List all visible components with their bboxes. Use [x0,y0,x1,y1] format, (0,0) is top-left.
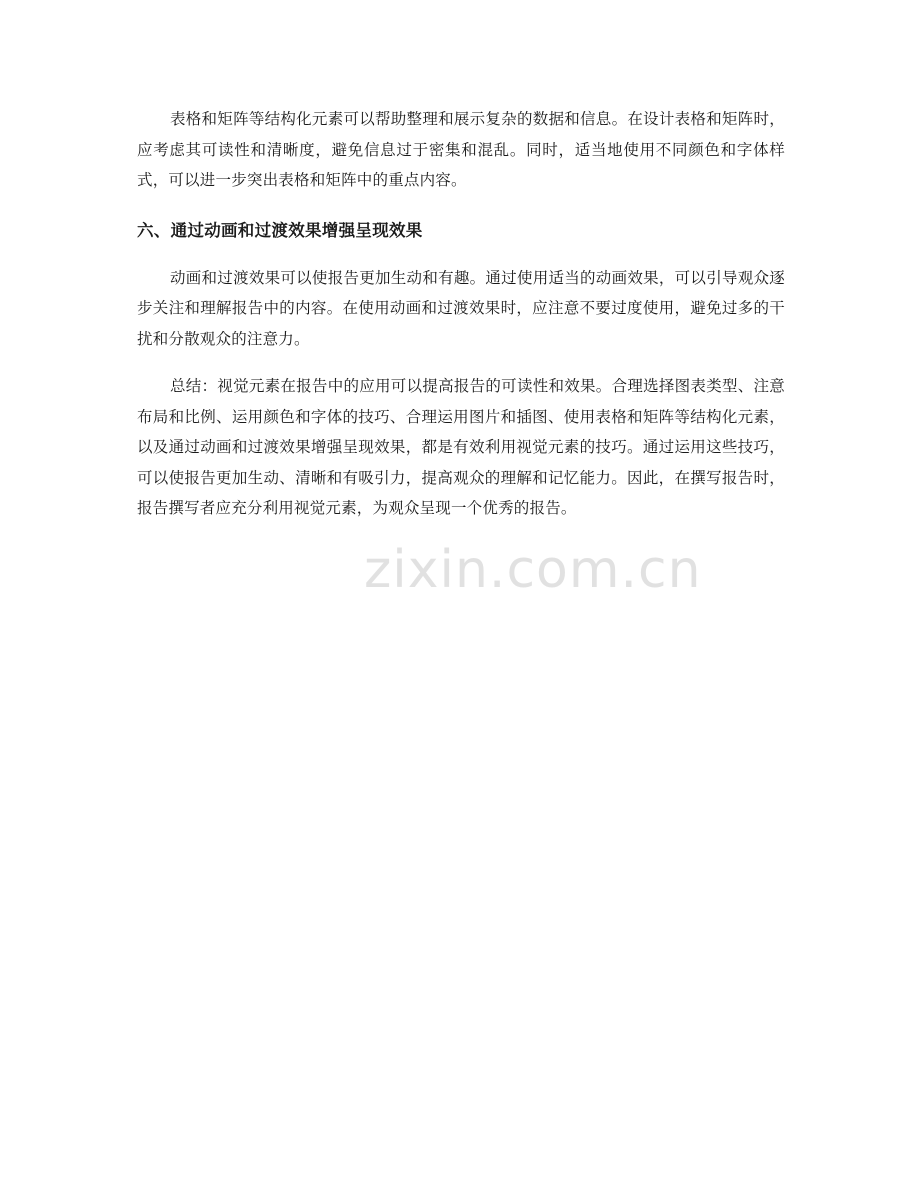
section-heading-animation: 六、通过动画和过渡效果增强呈现效果 [137,220,423,240]
watermark: zixin.com.cn [364,540,702,600]
body-paragraph-summary: 总结：视觉元素在报告中的应用可以提高报告的可读性和效果。合理选择图表类型、注意布局和比例、运用颜色和字体的技巧、合理运用图片和插图、使用表格和矩阵等结构化元素，以及通过动画和过渡效果增强呈现效果，都是有效利用视觉元素的技巧。通过运用这些技巧，可以使报告更加生动、清晰和有吸引力，提高观众的理解和记忆能力。因此，在撰写报告时，报告撰写者应充分利用视觉元素，为观众呈现一个优秀的报告。 [137,377,785,517]
body-paragraph-tables: 表格和矩阵等结构化元素可以帮助整理和展示复杂的数据和信息。在设计表格和矩阵时，应考虑其可读性和清晰度，避免信息过于密集和混乱。同时，适当地使用不同颜色和字体样式，可以进一步突出表格和矩阵中的重点内容。 [137,110,785,189]
body-paragraph-animation: 动画和过渡效果可以使报告更加生动和有趣。通过使用适当的动画效果，可以引导观众逐步关注和理解报告中的内容。在使用动画和过渡效果时，应注意不要过度使用，避免过多的干扰和分散观众的注意力。 [137,268,785,348]
document-body [137,104,785,524]
